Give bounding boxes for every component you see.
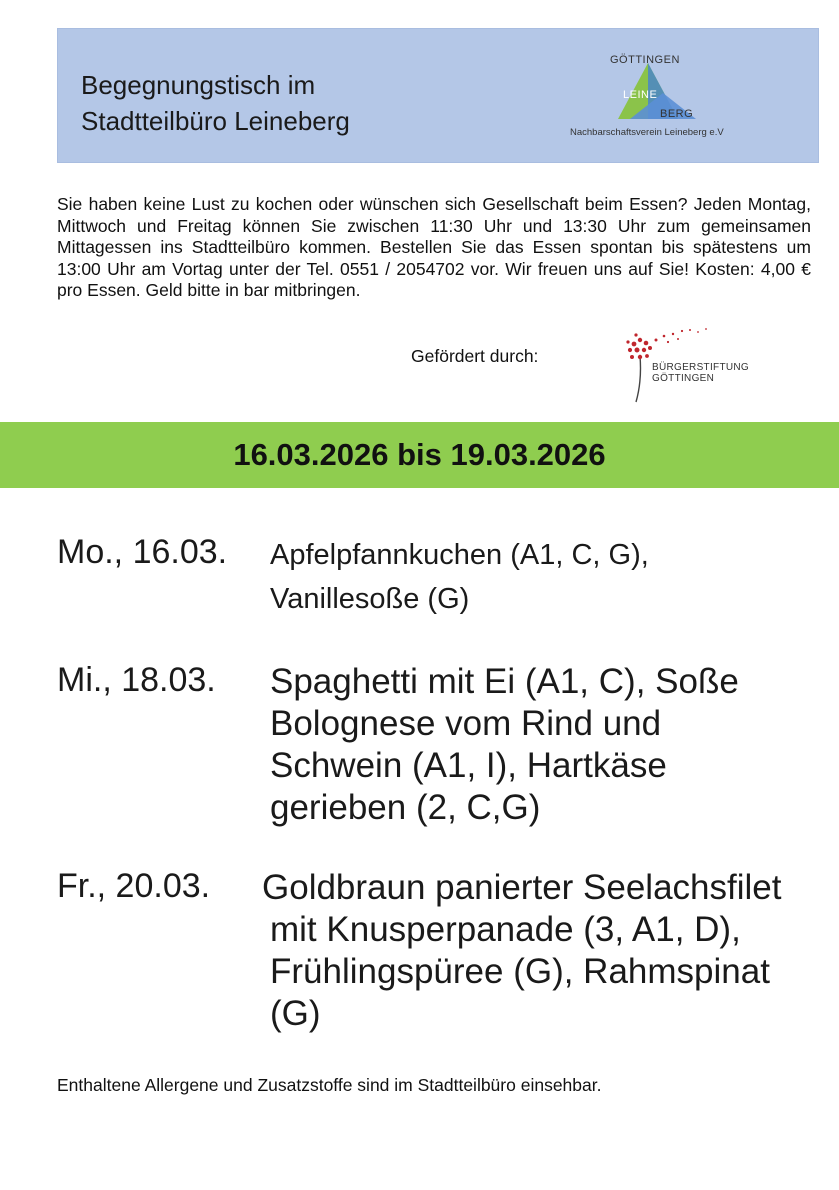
- logo-text-berg: BERG: [660, 108, 694, 120]
- menu-day-wednesday: Mi., 18.03.: [57, 661, 216, 699]
- sponsor-name-line2: GÖTTINGEN: [652, 373, 715, 384]
- dish-line: Frühlingspüree (G), Rahmspinat: [270, 952, 770, 991]
- logo-text-goettingen: GÖTTINGEN: [610, 54, 680, 66]
- week-range: 16.03.2026 bis 19.03.2026: [233, 437, 606, 472]
- dish-line: Schwein (A1, I), Hartkäse: [270, 746, 667, 785]
- sponsor-name-line1: BÜRGERSTIFTUNG: [652, 362, 749, 373]
- dish-line: Spaghetti mit Ei (A1, C), Soße: [270, 662, 739, 701]
- dish-line: gerieben (2, C,G): [270, 788, 541, 827]
- menu-dish-friday: [262, 867, 781, 1035]
- logo-subtitle: Nachbarschaftsverein Leineberg e.V: [570, 127, 724, 138]
- logo-text-leine: LEINE: [623, 89, 658, 101]
- menu-dish-wednesday: [270, 661, 739, 829]
- menu-day-friday: Fr., 20.03.: [57, 867, 211, 905]
- sponsor-label: Gefördert durch:: [411, 346, 539, 366]
- header-banner: [57, 28, 819, 163]
- dish-line: mit Knusperpanade (3, A1, D),: [270, 910, 741, 949]
- week-range-banner: [0, 422, 839, 488]
- sponsor-name: [652, 362, 749, 384]
- intro-text: [57, 194, 811, 302]
- dish-line: Vanillesoße (G): [270, 583, 470, 615]
- buergerstiftung-logo: [620, 326, 760, 406]
- menu-dish-monday: [270, 533, 649, 621]
- dish-line: Bolognese vom Rind und: [270, 704, 662, 743]
- allergen-note: Enthaltene Allergene und Zusatzstoffe sind im Stadtteilbüro einsehbar.: [57, 1075, 602, 1095]
- dish-line: Goldbraun panierter Seelachsfilet: [262, 868, 782, 907]
- dish-line: (G): [270, 994, 321, 1033]
- page-title: [81, 67, 350, 139]
- intro-paragraph: Sie haben keine Lust zu kochen oder wünschen sich Gesellschaft beim Essen? Jeden Montag, Mittwoch und Freitag können Sie zwischen 11:30 Uhr und 13:30 Uhr zum gemeinsamen Mittagessen ins Stadtteilbüro kommen. Bestellen Sie das Essen spontan bis spätestens um 13:00 Uhr am Vortag unter der Tel. 0551 / 2054702 vor. Wir freuen uns auf Sie! Kosten: 4,00 € pro Essen. Geld bitte in bar mitbringen.: [57, 194, 811, 300]
- page-title-line1: Begegnungstisch im: [81, 70, 316, 100]
- dish-line: Apfelpfannkuchen (A1, C, G),: [270, 539, 649, 571]
- menu-day-monday: Mo., 16.03.: [57, 533, 228, 571]
- page-title-line2: Stadtteilbüro Leineberg: [81, 106, 350, 136]
- leineberg-logo: [568, 51, 748, 151]
